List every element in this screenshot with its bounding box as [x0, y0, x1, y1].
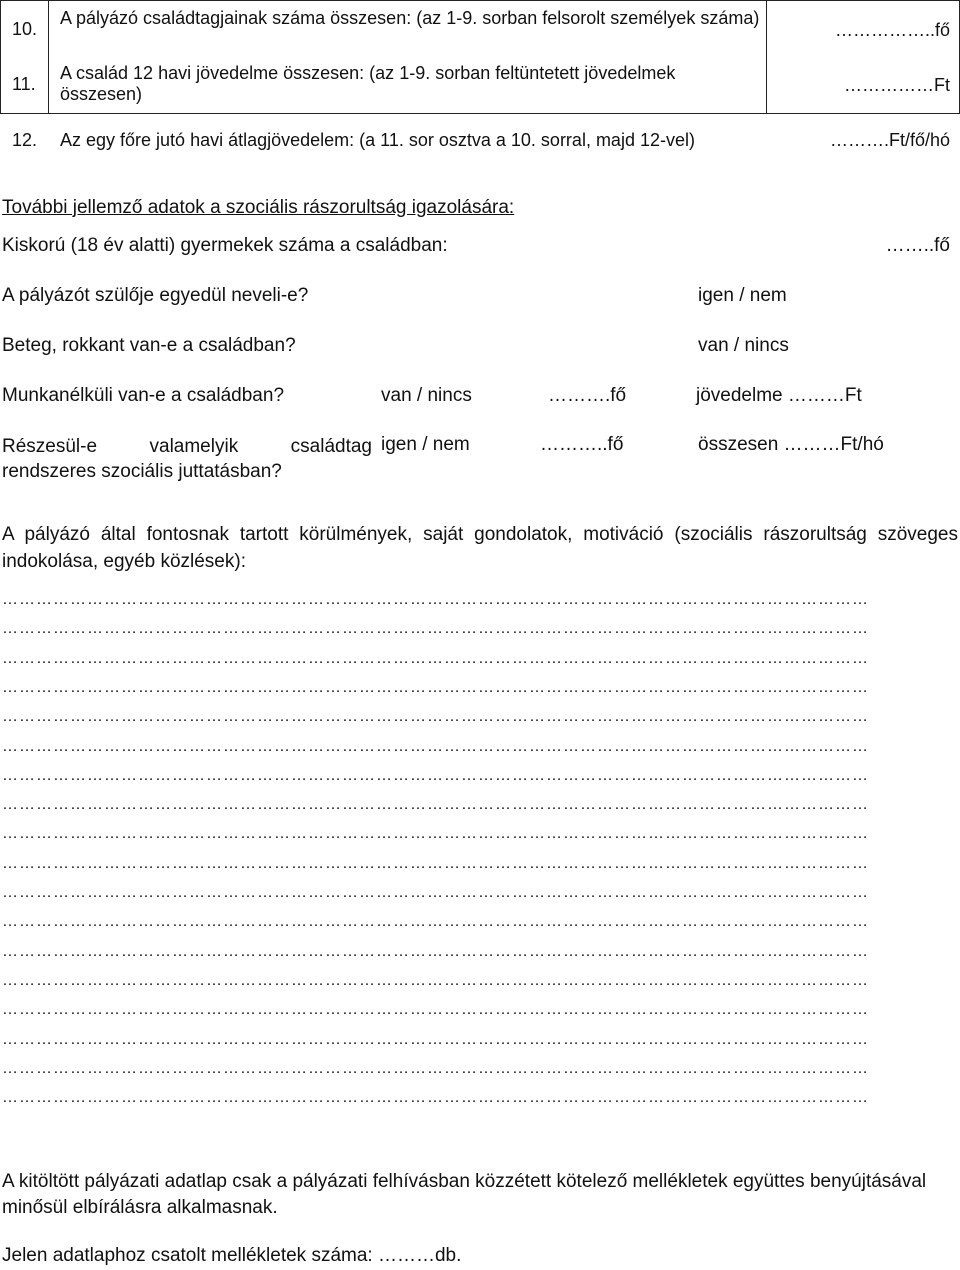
answer-dotted-line[interactable]: ……………………………………………………………………………………………………………………………………… — [2, 857, 869, 870]
row-number: 11. — [12, 74, 36, 94]
minors-label: Kiskorú (18 év alatti) gyermekek száma a családban: — [2, 235, 448, 256]
answer-dotted-line[interactable]: ……………………………………………………………………………………………………………………………………… — [2, 945, 869, 958]
sick-member-label: Beteg, rokkant van-e a családban? — [2, 335, 296, 356]
attachments-count-label: Jelen adatlaphoz csatolt mellékletek száma: ………db. — [2, 1245, 462, 1266]
minors-value[interactable]: ……..fő — [885, 235, 950, 256]
social-benefit-choice[interactable]: igen / nem — [381, 434, 470, 455]
answer-dotted-line[interactable]: ……………………………………………………………………………………………………………………………………… — [2, 652, 869, 665]
answer-dotted-line[interactable]: ……………………………………………………………………………………………………………………………………… — [2, 916, 869, 929]
answer-dotted-line[interactable]: ……………………………………………………………………………………………………………………………………… — [2, 740, 869, 753]
section-heading: További jellemző adatok a szociális rászorultság igazolására: — [2, 197, 515, 218]
motivation-prompt: A pályázó által fontosnak tartott körülmények, saját gondolatok, motiváció (szociális rászorultság szöveges indokolása, egyéb közlések): — [2, 524, 958, 572]
answer-dotted-line[interactable]: ……………………………………………………………………………………………………………………………………… — [2, 711, 869, 724]
family-members-value[interactable]: ……………..fő — [834, 20, 950, 40]
summary-table — [0, 0, 960, 113]
answer-dotted-line[interactable]: ……………………………………………………………………………………………………………………………………… — [2, 828, 869, 841]
row-number: 12. — [12, 130, 38, 150]
family-members-label: A pályázó családtagjainak száma összesen: (az 1-9. sorban felsorolt személyek száma) — [60, 8, 760, 28]
sick-member-choice[interactable]: van / nincs — [698, 335, 789, 356]
answer-dotted-line[interactable]: ……………………………………………………………………………………………………………………………………… — [2, 681, 869, 694]
unemployed-choice[interactable]: van / nincs — [381, 385, 472, 406]
answer-dotted-line[interactable]: ……………………………………………………………………………………………………………………………………… — [2, 1033, 869, 1046]
answer-dotted-line[interactable]: ……………………………………………………………………………………………………………………………………… — [2, 594, 869, 606]
social-benefit-label: Részesül-e valamelyik családtag rendszeres szociális juttatásban? — [2, 436, 372, 482]
answer-dotted-line[interactable]: ……………………………………………………………………………………………………………………………………… — [2, 1062, 869, 1075]
family-income-label: A család 12 havi jövedelme összesen: (az 1-9. sorban feltüntetett jövedelmek összesen) — [60, 63, 676, 104]
single-parent-label: A pályázót szülője egyedül neveli-e? — [2, 285, 309, 306]
family-income-value[interactable]: ……………Ft — [844, 75, 950, 95]
answer-dotted-line[interactable]: ……………………………………………………………………………………………………………………………………… — [2, 769, 869, 782]
unemployed-label: Munkanélküli van-e a családban? — [2, 385, 285, 406]
social-benefit-count[interactable]: ………..fő — [540, 434, 624, 455]
row-number: 10. — [12, 19, 38, 39]
answer-dotted-line[interactable]: ……………………………………………………………………………………………………………………………………… — [2, 799, 869, 812]
unemployed-count[interactable]: ……….fő — [548, 385, 627, 406]
unemployed-income[interactable]: jövedelme ………Ft — [696, 385, 862, 406]
answer-dotted-line[interactable]: ……………………………………………………………………………………………………………………………………… — [2, 1004, 869, 1017]
answer-dotted-line[interactable]: ……………………………………………………………………………………………………………………………………… — [2, 887, 869, 899]
social-benefit-total[interactable]: összesen ………Ft/hó — [698, 434, 884, 455]
answer-dotted-line[interactable]: ……………………………………………………………………………………………………………………………………… — [2, 623, 869, 636]
notice-text: A kitöltött pályázati adatlap csak a pályázati felhívásban közzétett kötelező mellékletek együttes benyújtásával minősül elbírálásra alkalmasnak. — [2, 1171, 927, 1218]
single-parent-choice[interactable]: igen / nem — [698, 285, 787, 306]
per-capita-income-value[interactable]: ……….Ft/fő/hó — [829, 130, 950, 150]
answer-dotted-line[interactable]: ……………………………………………………………………………………………………………………………………… — [2, 974, 869, 987]
answer-dotted-line[interactable]: ……………………………………………………………………………………………………………………………………… — [2, 1092, 869, 1105]
per-capita-income-label: Az egy főre jutó havi átlagjövedelem: (a 11. sor osztva a 10. sorral, majd 12-vel) — [60, 130, 695, 150]
